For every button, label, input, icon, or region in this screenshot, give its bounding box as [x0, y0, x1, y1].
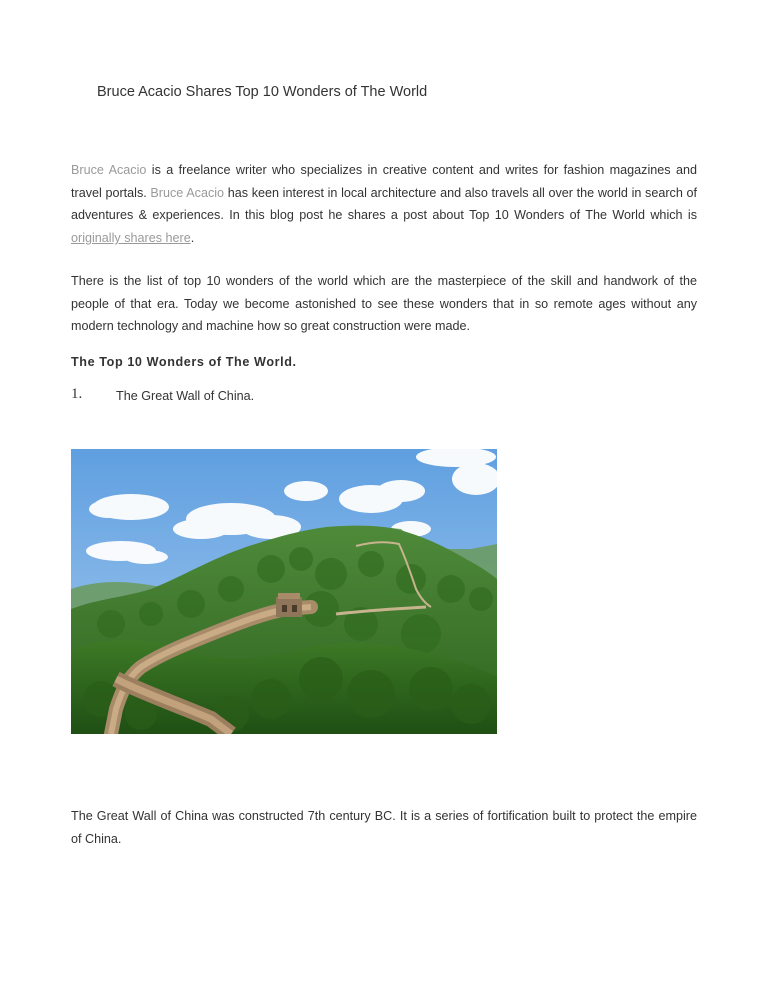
intro-text-3: .	[190, 231, 195, 246]
great-wall-photo	[71, 449, 497, 734]
bruce-acacio-link-1[interactable]: Bruce Acacio	[71, 163, 147, 177]
intro-text-2: has keen interest in local architecture and also travels all over the world in search of adventures & experiences. In this blog post he shares a post about Top 10 Wonders of The World which is	[71, 185, 697, 223]
original-source-link[interactable]: originally shares here	[71, 231, 191, 246]
document-title: Bruce Acacio Shares Top 10 Wonders of The World	[97, 84, 428, 100]
great-wall-description: The Great Wall of China was constructed 7th century BC. It is a series of fortification built to protect the empire of China.	[71, 809, 697, 846]
list-item-text: The Great Wall of China.	[116, 389, 255, 403]
bruce-acacio-link-2[interactable]: Bruce Acacio	[150, 185, 225, 200]
intro-paragraph	[71, 159, 697, 250]
section-heading: The Top 10 Wonders of The World.	[71, 355, 297, 369]
list-item-number: 1.	[71, 386, 83, 402]
great-wall-illustration	[71, 449, 497, 734]
intro-text-1: is a freelance writer who specializes in creative content and writes for fashion magazines and travel portals.	[71, 163, 697, 200]
wonders-list-intro-paragraph: There is the list of top 10 wonders of the world which are the masterpiece of the skill and handwork of the people of that era. Today we become astonished to see these wonders that in so remote ages without any modern technology and machine how so great construction were made.	[71, 274, 697, 334]
